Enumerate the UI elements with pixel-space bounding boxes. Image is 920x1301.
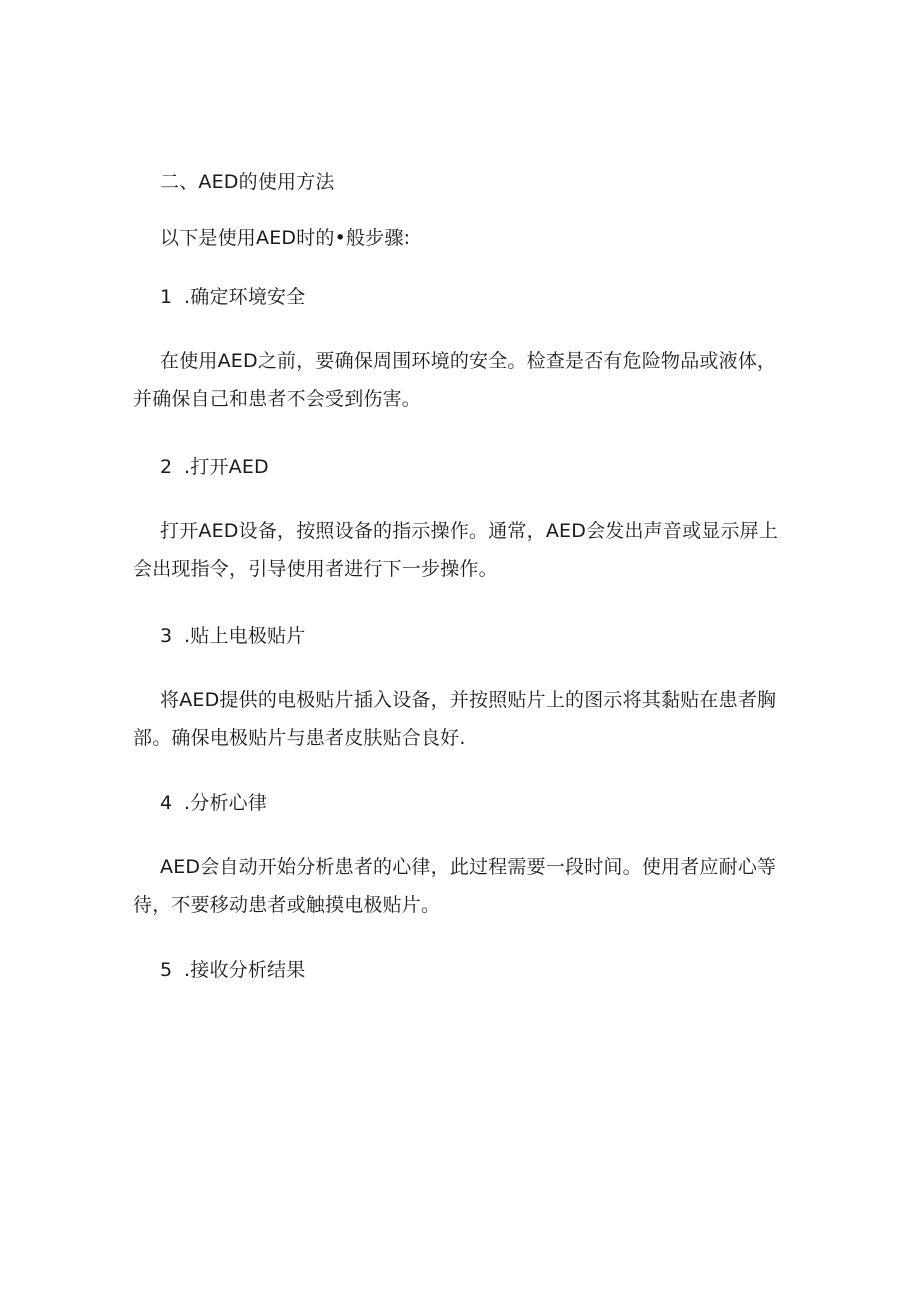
intro-text: 以下是使用AED时的•般步骤:	[160, 227, 411, 249]
step-title-text: .确定环境安全	[184, 286, 306, 308]
step-2-paragraph: 打开AED设备，按照设备的指示操作。通常，AED会发出声音或显示屏上会出现指令，引导使用者进行下一步操作。	[133, 520, 779, 580]
step-number: 5	[160, 959, 173, 981]
step-title-text: .分析心律	[184, 792, 268, 814]
step-5-title	[160, 951, 305, 989]
step-3-paragraph: 将AED提供的电极贴片插入设备，并按照贴片上的图示将其黏贴在患者胸部。确保电极贴片与患者皮肤贴合良好.	[133, 689, 777, 749]
step-title-text: .贴上电极贴片	[184, 625, 306, 647]
step-number: 1	[160, 286, 173, 308]
step-number: 4	[160, 792, 173, 814]
step-1-title	[160, 278, 305, 316]
step-number: 2	[160, 456, 173, 478]
step-4-paragraph: AED会自动开始分析患者的心律，此过程需要一段时间。使用者应耐心等待，不要移动患者或触摸电极贴片。	[133, 856, 777, 916]
step-4-title	[160, 784, 267, 822]
step-1-paragraph: 在使用AED之前，要确保周围环境的安全。检查是否有危险物品或液体，并确保自己和患者不会受到伤害。	[133, 350, 777, 410]
step-2-title	[160, 448, 269, 486]
step-3-title	[160, 617, 305, 655]
step-title-text: .打开AED	[184, 456, 269, 478]
step-number: 3	[160, 625, 173, 647]
step-title-text: .接收分析结果	[184, 959, 306, 981]
section-heading: 二、AED的使用方法	[160, 171, 335, 193]
